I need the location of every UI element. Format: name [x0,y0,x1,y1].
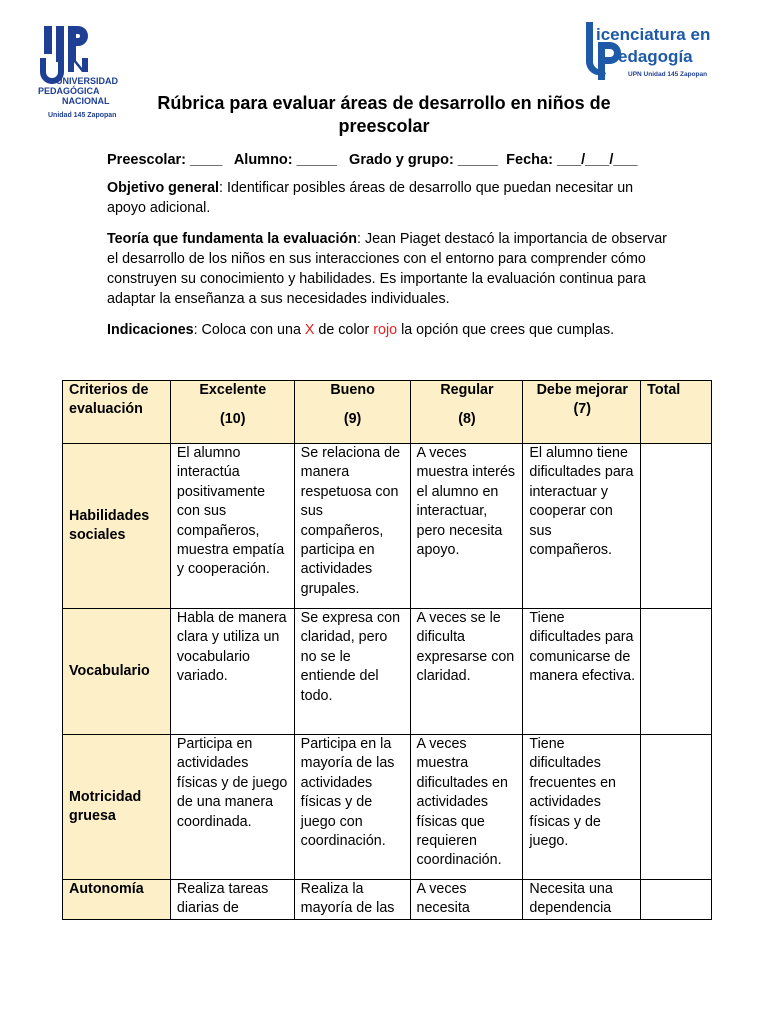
licenciatura-logo [584,20,734,86]
theory-text: : Jean Piaget destacó la importancia de observar el desarrollo de los niños en sus interacciones con el entorno para comprender cómo construyen su conocimiento y habilidades. Es importante la evaluación continua para adaptar la enseñanza a sus necesidades individuales. [107,231,667,307]
instructions-paragraph [107,320,667,340]
table-row [63,880,712,920]
header-criteria: Criterios de evaluación [63,381,171,444]
header-excelente [170,381,294,444]
criterion-cell: Motricidad gruesa [63,735,171,880]
regular-cell: A veces necesita [410,880,523,920]
objective-text: : Identificar posibles áreas de desarrollo que puedan necesitar un apoyo adicional. [107,180,634,216]
header-regular-score: (8) [458,411,476,428]
student-info-line: Preescolar: ____ Alumno: _____ Grado y grupo: _____ Fecha: ___/___/___ [107,152,638,168]
header-regular [410,381,523,444]
svg-text:Unidad 145 Zapopan: Unidad 145 Zapopan [48,112,117,119]
instructions-red-word: rojo [373,322,398,338]
header-regular-label: Regular [440,382,494,398]
svg-text:NACIONAL: NACIONAL [62,96,110,106]
bueno-cell: Se relaciona de manera respetuosa con sus compañeros, participa en actividades grupales. [294,444,410,609]
table-header-row [63,381,712,444]
header-excelente-score: (10) [220,411,246,428]
table-row [63,609,712,735]
header-debe-mejorar-label: Debe mejorar [536,382,628,398]
excelente-cell: Habla de manera clara y utiliza un vocabulario variado. [170,609,294,735]
svg-text:PEDAGÓGICA: PEDAGÓGICA [38,86,100,96]
header-debe-mejorar [523,381,641,444]
instructions-label: Indicaciones [107,322,194,338]
excelente-cell: Participa en actividades físicas y de juego de una manera coordinada. [170,735,294,880]
objective-label: Objetivo general [107,180,220,196]
instructions-x-mark: X [304,322,315,338]
objective-paragraph [107,178,667,218]
header-debe-mejorar-score: (7) [573,401,592,418]
theory-label: Teoría que fundamenta la evaluación [107,231,357,247]
regular-cell: A veces se le dificulta expresarse con claridad. [410,609,523,735]
header-excelente-label: Excelente [199,382,267,398]
bueno-cell: Se expresa con claridad, pero no se le entiende del todo. [294,609,410,735]
criterion-cell: Autonomía [63,880,171,920]
regular-cell: A veces muestra dificultades en actividades físicas que requieren coordinación. [410,735,523,880]
rubric-table [62,380,712,920]
criterion-cell: Habilidades sociales [63,444,171,609]
mejorar-cell: El alumno tiene dificultades para interactuar y cooperar con sus compañeros. [523,444,641,609]
bueno-cell: Participa en la mayoría de las actividades físicas y de juego con coordinación. [294,735,410,880]
mejorar-cell: Tiene dificultades frecuentes en actividades físicas y de juego. [523,735,641,880]
total-cell[interactable] [641,880,712,920]
mejorar-cell: Necesita una dependencia [523,880,641,920]
header-total: Total [641,381,712,444]
regular-cell: A veces muestra interés el alumno en interactuar, pero necesita apoyo. [410,444,523,609]
svg-text:UNIVERSIDAD: UNIVERSIDAD [56,76,119,86]
header-bueno [294,381,410,444]
header-bueno-label: Bueno [330,382,375,398]
total-cell[interactable] [641,735,712,880]
instructions-text-1: : Coloca con una [193,322,305,338]
header-bueno-score: (9) [343,411,362,428]
table-row [63,444,712,609]
excelente-cell: Realiza tareas diarias de [170,880,294,920]
svg-text:UPN Unidad 145 Zapopan: UPN Unidad 145 Zapopan [628,71,708,78]
theory-paragraph [107,229,667,309]
svg-text:icenciatura en: icenciatura en [596,25,711,44]
excelente-cell: El alumno interactúa positivamente con sus compañeros, muestra empatía y cooperación. [170,444,294,609]
svg-text:edagogía: edagogía [618,47,693,66]
instructions-text-2: de color [314,322,374,338]
total-cell[interactable] [641,609,712,735]
table-row [63,735,712,880]
instructions-text-3: la opción que crees que cumplas. [397,322,615,338]
mejorar-cell: Tiene dificultades para comunicarse de manera efectiva. [523,609,641,735]
document-title: Rúbrica para evaluar áreas de desarrollo en niños de preescolar [157,93,611,136]
criterion-cell: Vocabulario [63,609,171,735]
bueno-cell: Realiza la mayoría de las [294,880,410,920]
total-cell[interactable] [641,444,712,609]
